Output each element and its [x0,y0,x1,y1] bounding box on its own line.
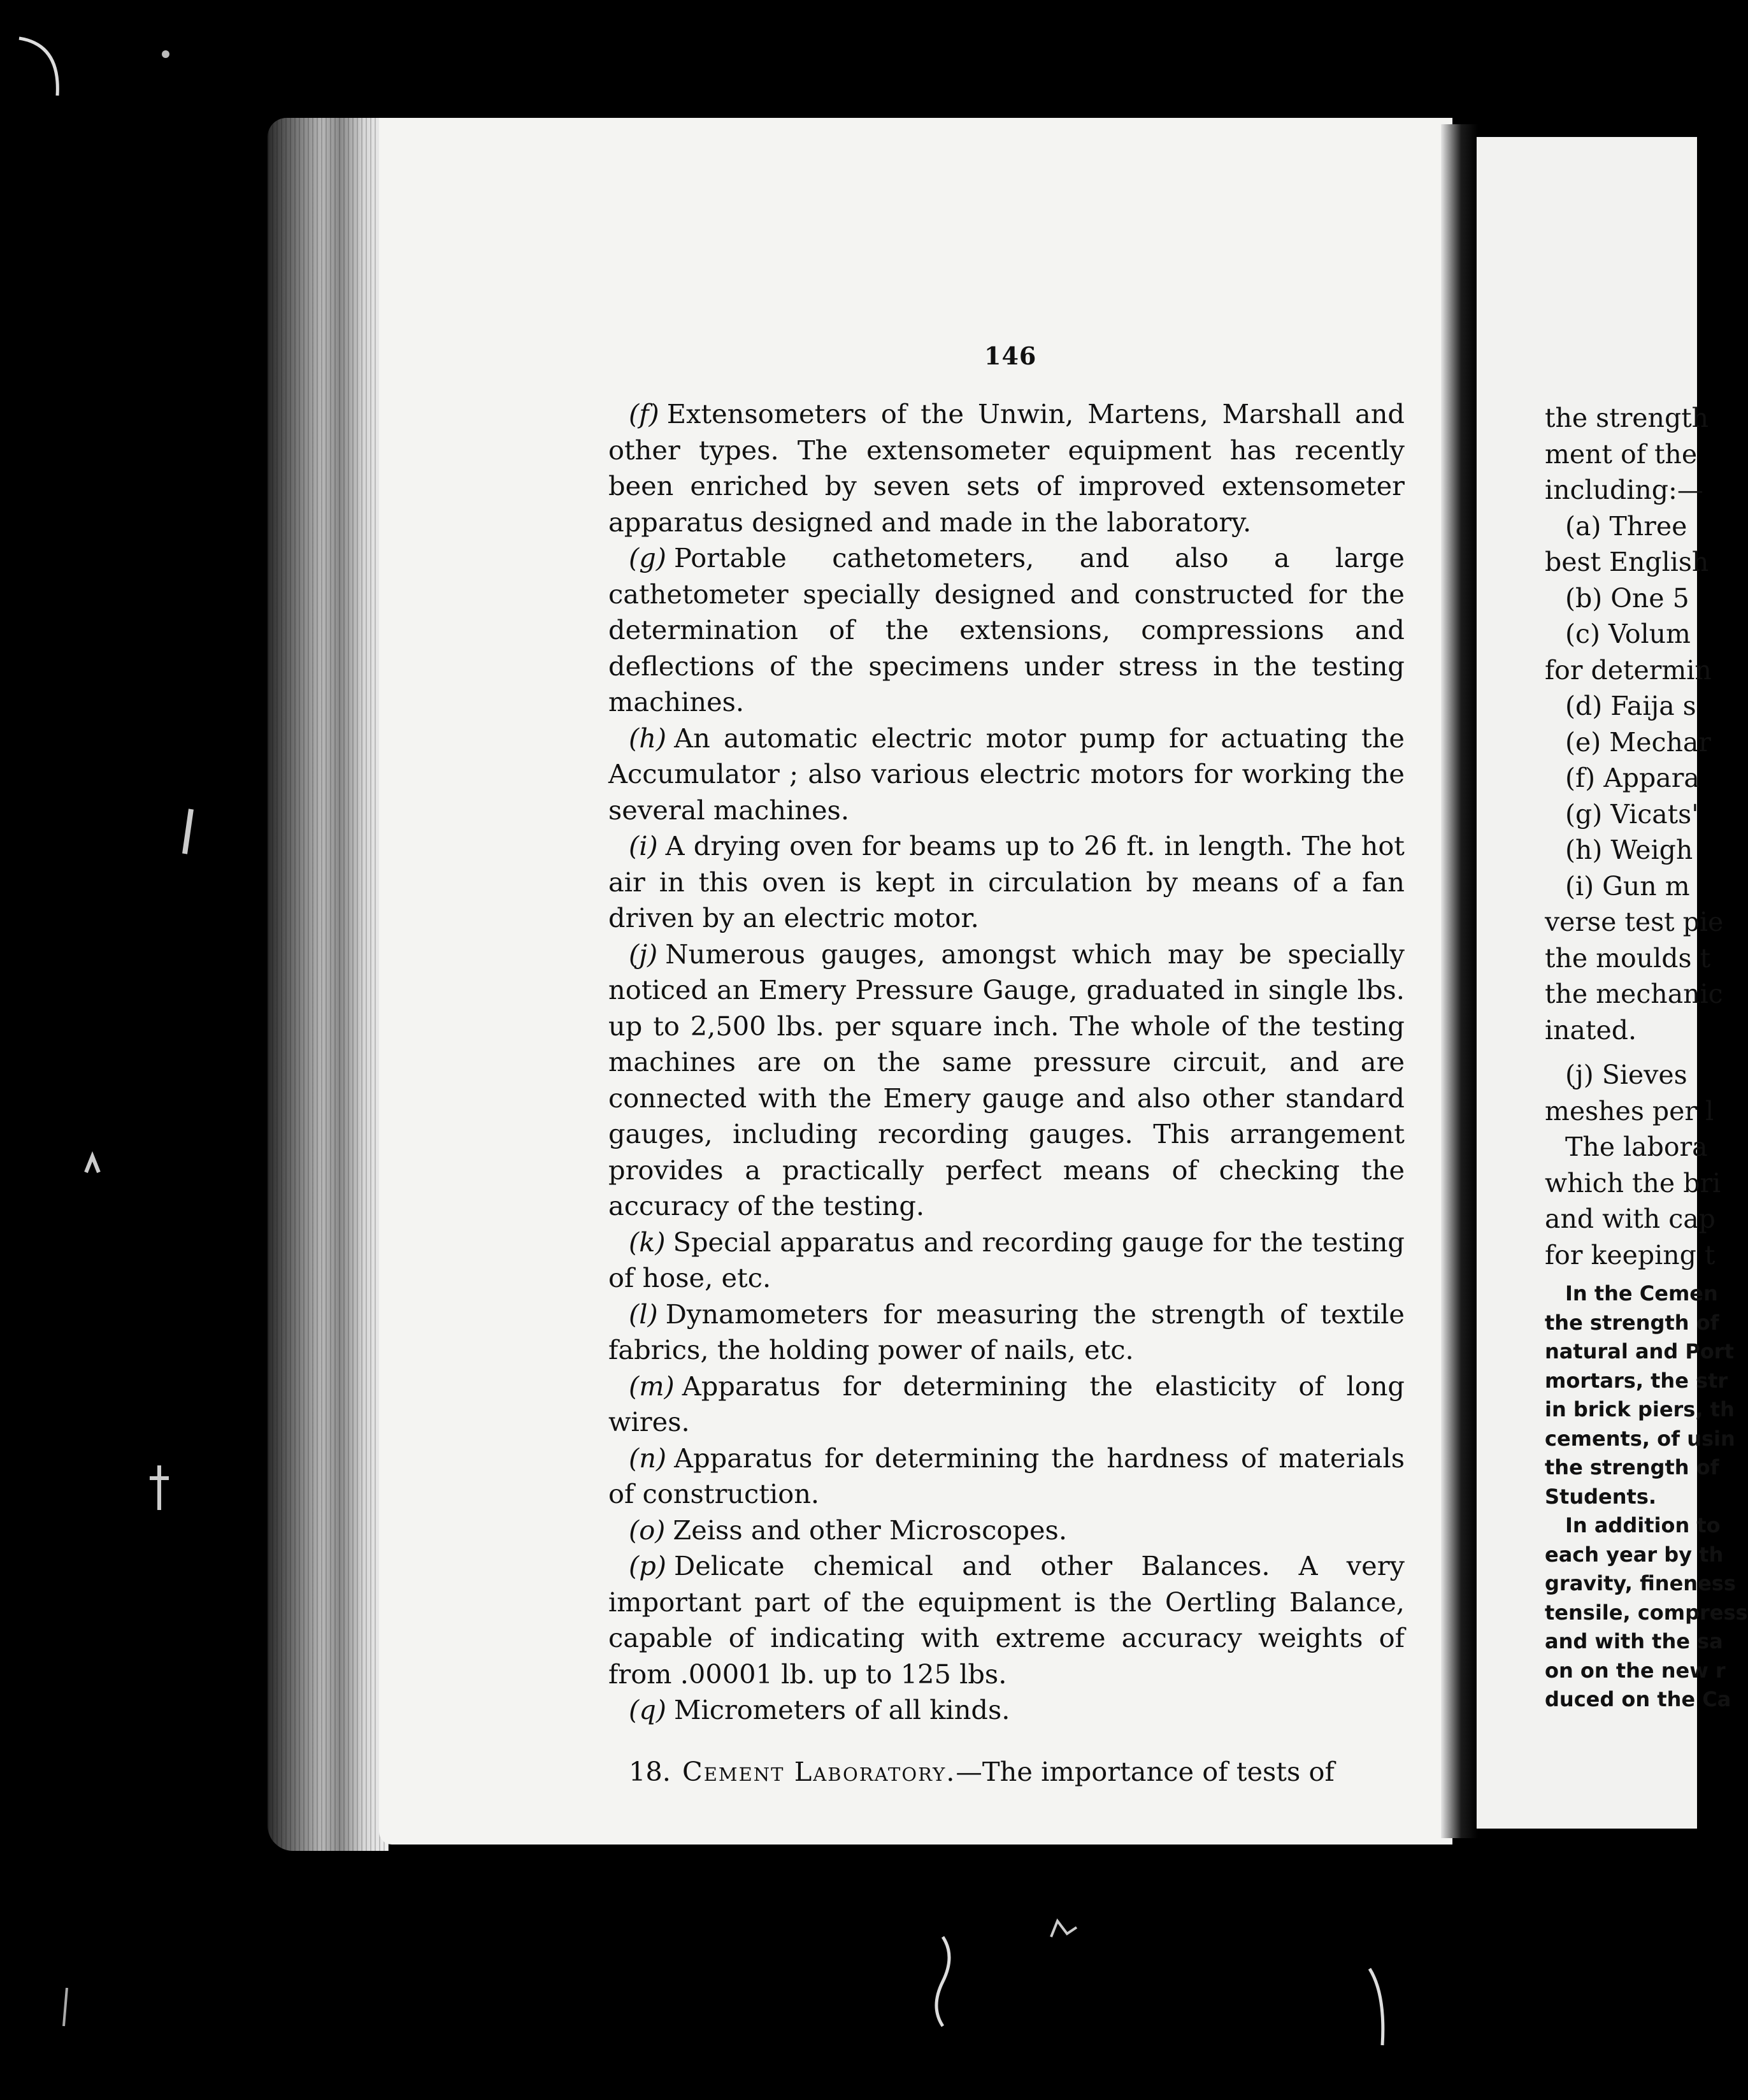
right-line: verse test pie [1545,907,1724,937]
right-line: and with cap [1545,1204,1716,1234]
item-label: (f) [629,398,659,429]
item-text: An automatic electric motor pump for actuating the Accumulator ; also various electric motors for working the several machines. [608,722,1405,826]
item-text: Zeiss and other Microscopes. [673,1514,1068,1546]
item-label: (p) [629,1550,666,1581]
item-text: Dynamometers for measuring the strength of textile fabrics, the holding power of nails, etc. [608,1298,1405,1365]
item-label: (m) [629,1370,675,1402]
right-line: the strength [1545,403,1709,433]
right-line: (c) Volum [1565,619,1691,649]
right-small-line: duced on the Ca [1545,1687,1731,1711]
right-line: best English [1545,547,1709,577]
item-text: Numerous gauges, amongst which may be specially noticed an Emery Pressure Gauge, graduated in single lbs. up to 2,500 lbs. per square inch. The whole of the testing machines are on the same pressure circuit, and are connected with the Emery gauge and also other standard gauges, including recording gauges. This arrangement provides a practically perfect means of checking the accuracy of the testing. [608,938,1405,1221]
item-label: (j) [629,938,658,970]
item-label: (n) [629,1442,667,1474]
item-label: (k) [629,1226,666,1258]
right-small-line: natural and Port [1545,1339,1734,1363]
right-small-line: In the Cemen [1565,1281,1718,1305]
right-small-line: tensile, compress [1545,1600,1748,1625]
right-small-line: mortars, the str [1545,1368,1728,1393]
page-number: 146 [984,342,1037,370]
item-text: A drying oven for beams up to 26 ft. in length. The hot air in this oven is kept in circulation by means of a fan driven by an electric motor. [608,830,1405,933]
right-line: which the bri [1545,1167,1721,1198]
item-text: Extensometers of the Unwin, Martens, Marshall and other types. The extensometer equipment has recently been enriched by seven sets of improved extensometer apparatus designed and made in the laboratory. [608,398,1405,538]
right-small-line: and with the sa [1545,1629,1723,1653]
section-number: 18. [629,1755,671,1787]
right-line: (f) Appara [1565,763,1700,793]
right-line: the moulds t [1545,942,1711,974]
right-line: (e) Mechar [1565,726,1711,758]
right-line: (j) Sieves [1565,1060,1687,1090]
item-text: Apparatus for determining the hardness of materials of construction. [608,1442,1405,1509]
item-label: (i) [629,830,658,861]
item-text: Micrometers of all kinds. [673,1694,1010,1725]
right-line: (b) One 5 [1565,582,1689,614]
item-text: Special apparatus and recording gauge for the testing of hose, etc. [608,1226,1405,1293]
item-text: Delicate chemical and other Balances. A very important part of the equipment is the Oertling Balance, capable of indicating with extreme accuracy weights of from .00001 lb. up to 125 lbs. [608,1550,1405,1690]
right-line: the mechanic [1545,979,1723,1009]
right-line: for determin [1545,654,1712,686]
right-line: inated. [1545,1014,1637,1046]
right-small-line: the strength of [1545,1455,1719,1479]
item-label: (l) [629,1298,658,1330]
right-line: for keeping t [1545,1239,1716,1270]
right-line: (h) Weigh [1565,835,1693,865]
right-small-line: the strength of [1545,1310,1719,1335]
right-small-line: cements, of usin [1545,1426,1735,1451]
item-label: (o) [629,1514,666,1546]
item-text: Portable cathetometers, and also a large cathetometer specially designed and constructed for the determination of the extensions, compressions and deflections of the specimens under stress in the testing machines. [608,542,1405,717]
section-heading: Cement Laboratory. [682,1755,956,1787]
right-line: (i) Gun m [1565,870,1690,902]
right-small-line: each year by th [1545,1542,1724,1567]
right-line: ment of the [1545,438,1698,470]
right-line: (a) Three [1565,510,1687,542]
right-small-line: gravity, fineness [1545,1571,1736,1595]
item-label: (h) [629,722,667,754]
right-small-line: Students. [1545,1484,1657,1509]
right-line: meshes per l [1545,1095,1714,1126]
right-line: (d) Faija s [1565,691,1696,721]
right-small-line: in brick piers, th [1545,1397,1735,1421]
item-label: (q) [629,1694,666,1725]
right-line: including:— [1545,475,1703,505]
right-line: The labora [1565,1132,1708,1162]
right-line: (g) Vicats' [1565,798,1699,830]
right-small-line: on on the new r [1545,1658,1726,1683]
item-label: (g) [629,542,666,573]
item-text: Apparatus for determining the elasticity of long wires. [608,1370,1405,1437]
section-text: —The importance of tests of [956,1755,1335,1787]
right-small-line: In addition to [1565,1513,1721,1537]
